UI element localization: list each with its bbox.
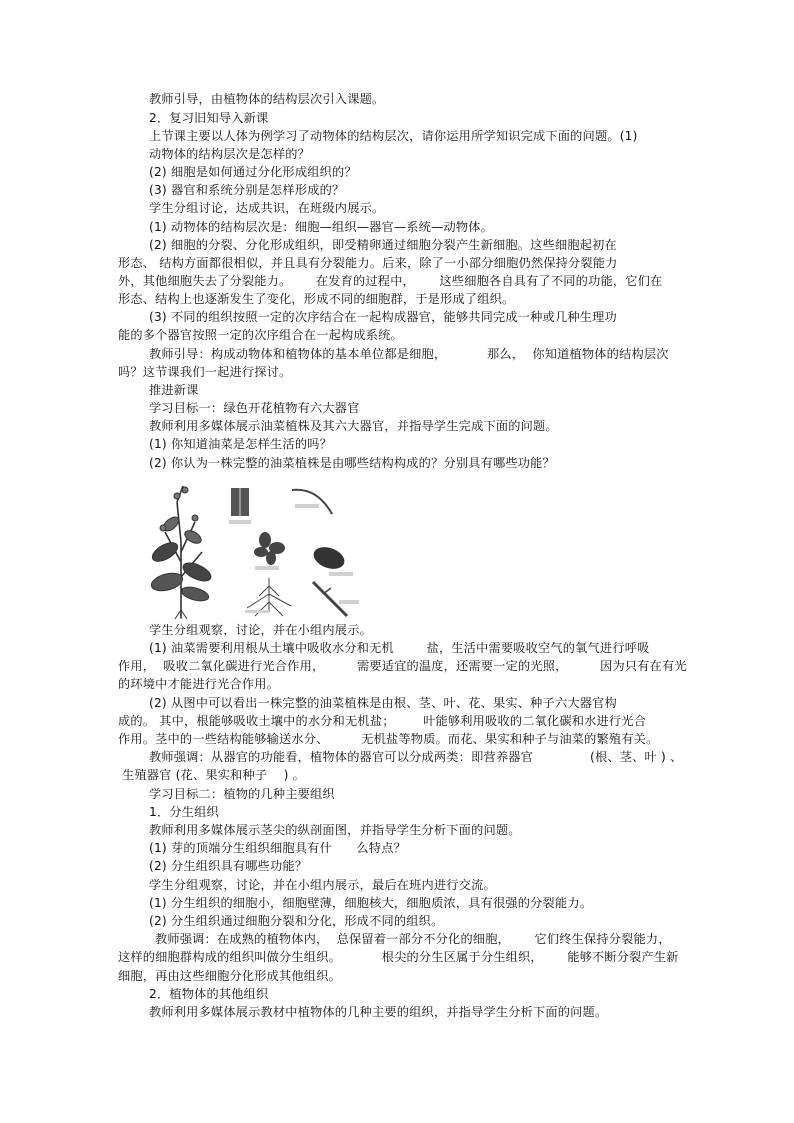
fruit-section-image bbox=[229, 488, 251, 524]
text-line: 上节课主要以人体为例学习了动物体的结构层次，请你运用所学知识完成下面的问题。(1) bbox=[149, 129, 638, 143]
text-line: 生殖器官 (花、果实和种子 ) 。 bbox=[122, 768, 306, 782]
leaf-image bbox=[311, 543, 353, 576]
text-line: 这样的细胞群构成的组织叫做分生组织。 根尖的分生区属于分生组织， 能够不断分裂产生新 bbox=[118, 950, 679, 964]
text-line: 吗？这节课我们一起进行探讨。 bbox=[118, 365, 292, 379]
text-line: 教师利用多媒体展示教材中植物体的几种主要的组织，并指导学生分析下面的问题。 bbox=[149, 1005, 608, 1019]
text-line: (2) 细胞是如何通过分化形成组织的？ bbox=[149, 165, 357, 179]
text-line: 学生分组观察，讨论，并在小组内展示。 bbox=[149, 623, 372, 637]
text-line: 作用。茎中的一些结构能够输送水分、 无机盐等物质。而花、果实和种子与油菜的繁殖有关。 bbox=[118, 732, 659, 746]
text-line: (3) 器官和系统分别是怎样形成的？ bbox=[149, 183, 345, 197]
text-line: 外，其他细胞失去了分裂能力。 在发育的过程中， 这些细胞各自具有了不同的功能，它们在 bbox=[118, 274, 663, 288]
text-line: 学习目标一：绿色开花植物有六大器官 bbox=[149, 401, 360, 415]
fruit-pod-image bbox=[292, 490, 332, 514]
text-line: (1) 芽的顶端分生组织细胞具有什 么特点？ bbox=[149, 841, 406, 855]
text-line: (1) 你知道油菜是怎样生活的吗？ bbox=[149, 437, 332, 451]
text-line: 能的多个器官按照一定的次序组合在一起构成系统。 bbox=[118, 328, 403, 342]
section-heading: 2．复习旧知导入新课 bbox=[149, 111, 269, 125]
text-line: 成的。 其中，根能够吸收土壤中的水分和无机盐； 叶能够利用吸收的二氧化碳和水进行光合 bbox=[118, 714, 647, 728]
text-line: 作用， 吸收二氧化碳进行光合作用， 需要适宜的温度，还需要一定的光照， 因为只有在有光 bbox=[118, 659, 687, 673]
text-line: (1) 动物体的结构层次是：细胞—组织—器官—系统—动物体。 bbox=[149, 220, 494, 234]
text-line: 教师强调：从器官的功能看，植物体的器官可以分成两类：即营养器官 (根、茎、叶 ) 、 bbox=[149, 750, 683, 764]
text-line: (1) 分生组织的细胞小，细胞壁薄，细胞核大，细胞质浓，具有很强的分裂能力。 bbox=[149, 896, 593, 910]
text-line: 形态、 结构方面都很相似，并且具有分裂能力。后来，除了一小部分细胞仍然保持分裂能力 bbox=[118, 256, 618, 270]
rapeseed-plant-organs-figure bbox=[147, 482, 362, 620]
section-heading: 1．分生组织 bbox=[149, 805, 219, 819]
whole-plant-image bbox=[149, 486, 213, 619]
text-line: (3) 不同的组织按照一定的次序结合在一起构成器官，能够共同完成一种或几种生理功 bbox=[149, 310, 617, 324]
text-line: (2) 从图中可以看出一株完整的油菜植株是由根、茎、叶、花、果实、种子六大器官构 bbox=[149, 696, 617, 710]
text-line: 学生分组观察，讨论，并在小组内展示，最后在班内进行交流。 bbox=[149, 878, 496, 892]
flower-image bbox=[254, 532, 285, 570]
text-line: 教师利用多媒体展示油菜植株及其六大器官，并指导学生完成下面的问题。 bbox=[149, 419, 558, 433]
text-line: (1) 油菜需要利用根从土壤中吸收水分和无机 盐，生活中需要吸收空气的氧气进行呼吸 bbox=[149, 641, 650, 655]
text-line: (2) 分生组织通过细胞分裂和分化，形成不同的组织。 bbox=[149, 914, 444, 928]
text-line: (2) 你认为一株完整的油菜植株是由哪些结构构成的？分别具有哪些功能？ bbox=[149, 456, 555, 470]
text-line: 学生分组讨论，达成共识，在班级内展示。 bbox=[149, 201, 385, 215]
text-line: 形态、结构上也逐渐发生了变化，形成不同的细胞群，于是形成了组织。 bbox=[118, 292, 515, 306]
text-line: 细胞，再由这些细胞分化形成其他组织。 bbox=[118, 969, 341, 983]
text-line: (2) 分生组织具有哪些功能？ bbox=[149, 859, 308, 873]
text-line: 学习目标二：植物的几种主要组织 bbox=[149, 787, 335, 801]
text-line: 教师引导，由植物体的结构层次引入课题。 bbox=[149, 92, 385, 106]
text-line: 教师利用多媒体展示茎尖的纵剖面图，并指导学生分析下面的问题。 bbox=[149, 823, 521, 837]
section-heading: 推进新课 bbox=[149, 383, 199, 397]
root-image bbox=[245, 578, 291, 616]
text-line: 教师引导：构成动物体和植物体的基本单位都是细胞， 那么， 你知道植物体的结构层次 bbox=[149, 347, 669, 361]
section-heading: 2．植物体的其他组织 bbox=[149, 987, 269, 1001]
text-line: (2) 细胞的分裂、分化形成组织，即受精卵通过细胞分裂产生新细胞。这些细胞起初在 bbox=[149, 238, 617, 252]
text-line: 动物体的结构层次是怎样的？ bbox=[149, 147, 311, 161]
text-line: 教师强调：在成熟的植物体内， 总保留着一部分不分化的细胞， 它们终生保持分裂能力， bbox=[155, 932, 671, 946]
stem-image bbox=[313, 582, 359, 616]
text-line: 的环境中才能进行光合作用。 bbox=[118, 677, 280, 691]
